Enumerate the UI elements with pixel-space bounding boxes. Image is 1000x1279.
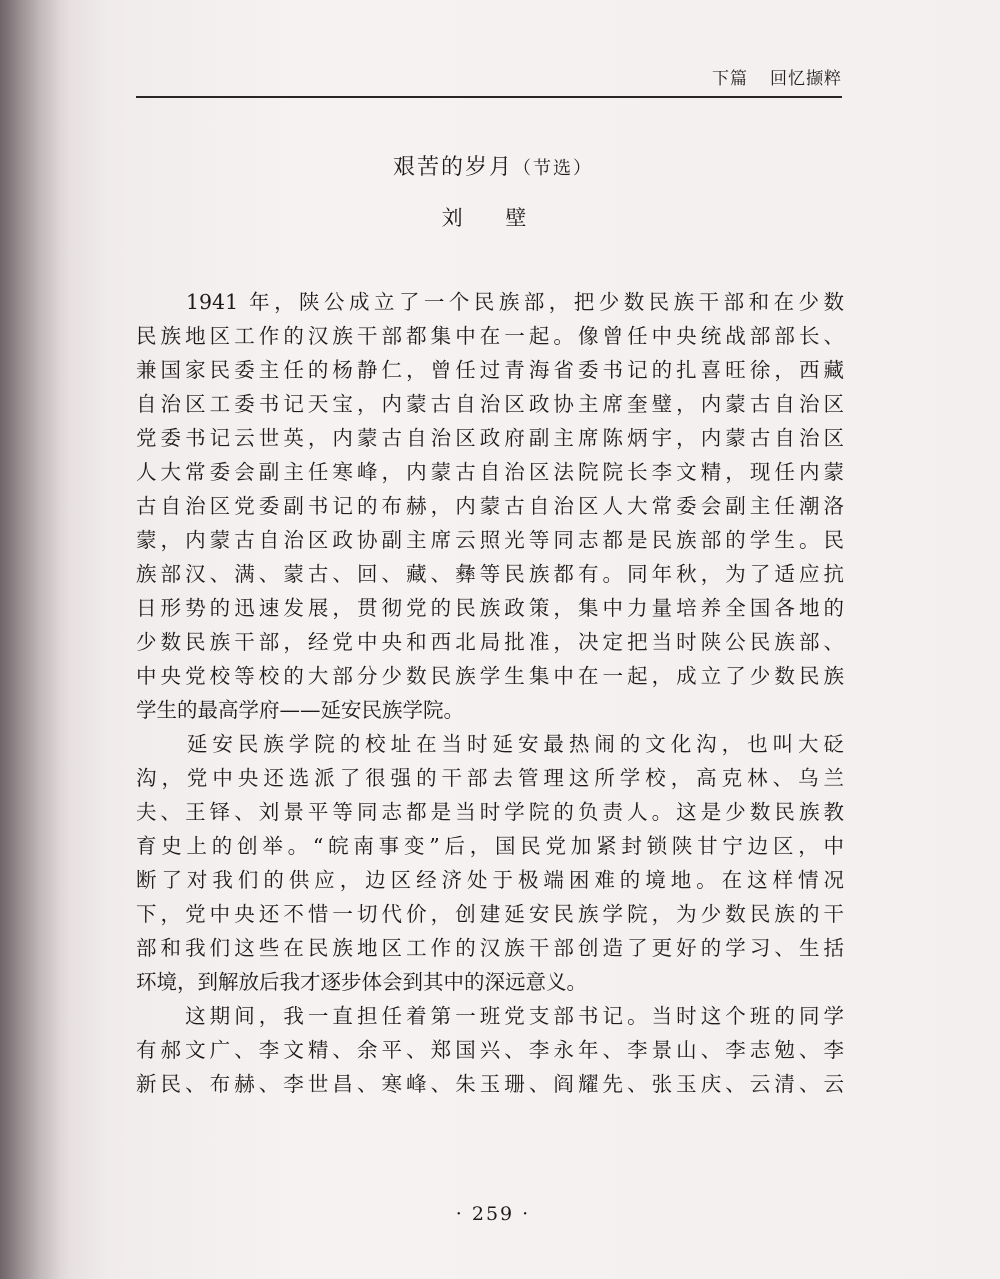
article-title — [0, 150, 986, 181]
running-head-section: 下篇 — [712, 69, 748, 89]
body-line: 学生的最高学府——延安民族学院。 — [136, 698, 464, 722]
body-line: 1941 年，陕公成立了一个民族部，把少数民族干部和在少数 — [136, 290, 844, 314]
body-line: 育史上的创举。“皖南事变”后，国民党加紧封锁陕甘宁边区，中 — [136, 834, 844, 858]
body-line: 新民、布赫、李世昌、寒峰、朱玉珊、阎耀先、张玉庆、云清、云 — [136, 1072, 844, 1096]
body-line: 下，党中央还不惜一切代价，创建延安民族学院，为少数民族的干 — [136, 902, 844, 926]
body-line: 少数民族干部，经党中央和西北局批准，决定把当时陕公民族部、 — [136, 630, 844, 654]
body-line: 沟，党中央还选派了很强的干部去管理这所学校，高克林、乌兰 — [136, 766, 844, 790]
body-line: 延安民族学院的校址在当时延安最热闹的文化沟，也叫大砭 — [136, 732, 844, 756]
title-text: 艰苦的岁月 — [392, 155, 513, 180]
body-line: 党委书记云世英，内蒙古自治区政府副主席陈炳宇，内蒙古自治区 — [136, 426, 844, 450]
body-line: 民族地区工作的汉族干部都集中在一起。像曾任中央统战部部长、 — [136, 324, 844, 348]
body-line: 人大常委会副主任寒峰，内蒙古自治区法院院长李文精，现任内蒙 — [136, 460, 844, 484]
body-line: 古自治区党委副书记的布赫，内蒙古自治区人大常委会副主任潮洛 — [136, 494, 844, 518]
body-line: 日形势的迅速发展，贯彻党的民族政策，集中力量培养全国各地的 — [136, 596, 844, 620]
body-line: 兼国家民委主任的杨静仁，曾任过青海省委书记的扎喜旺徐，西藏 — [136, 358, 844, 382]
body-line: 自治区工委书记天宝，内蒙古自治区政协主席奎璧，内蒙古自治区 — [136, 392, 844, 416]
body-line: 断了对我们的供应，边区经济处于极端困难的境地。在这样情况 — [136, 868, 844, 892]
running-head — [712, 64, 842, 89]
body-line: 夫、王铎、刘景平等同志都是当时学院的负责人。这是少数民族教 — [136, 800, 844, 824]
title-subtitle: （节选） — [513, 158, 593, 179]
body-line: 蒙，内蒙古自治区政协副主席云照光等同志都是民族部的学生。民 — [136, 528, 844, 552]
article-body — [136, 285, 844, 1101]
body-line: 族部汉、满、蒙古、回、藏、彝等民族都有。同年秋，为了适应抗 — [136, 562, 844, 586]
running-head-part: 回忆撷粹 — [770, 69, 842, 89]
body-line: 有郝文广、李文精、余平、郑国兴、李永年、李景山、李志勉、李 — [136, 1038, 844, 1062]
body-line: 这期间，我一直担任着第一班党支部书记。当时这个班的同学 — [136, 1004, 844, 1028]
article-author: 刘 壁 — [441, 206, 545, 230]
page-number: · 259 · — [455, 1203, 531, 1225]
spine-shadow — [0, 0, 70, 1279]
header-rule — [136, 96, 842, 98]
body-line: 中央党校等校的大部分少数民族学生集中在一起，成立了少数民族 — [136, 664, 844, 688]
body-line: 环境，到解放后我才逐步体会到其中的深远意义。 — [136, 970, 587, 994]
body-line: 部和我们这些在民族地区工作的汉族干部创造了更好的学习、生括 — [136, 936, 844, 960]
